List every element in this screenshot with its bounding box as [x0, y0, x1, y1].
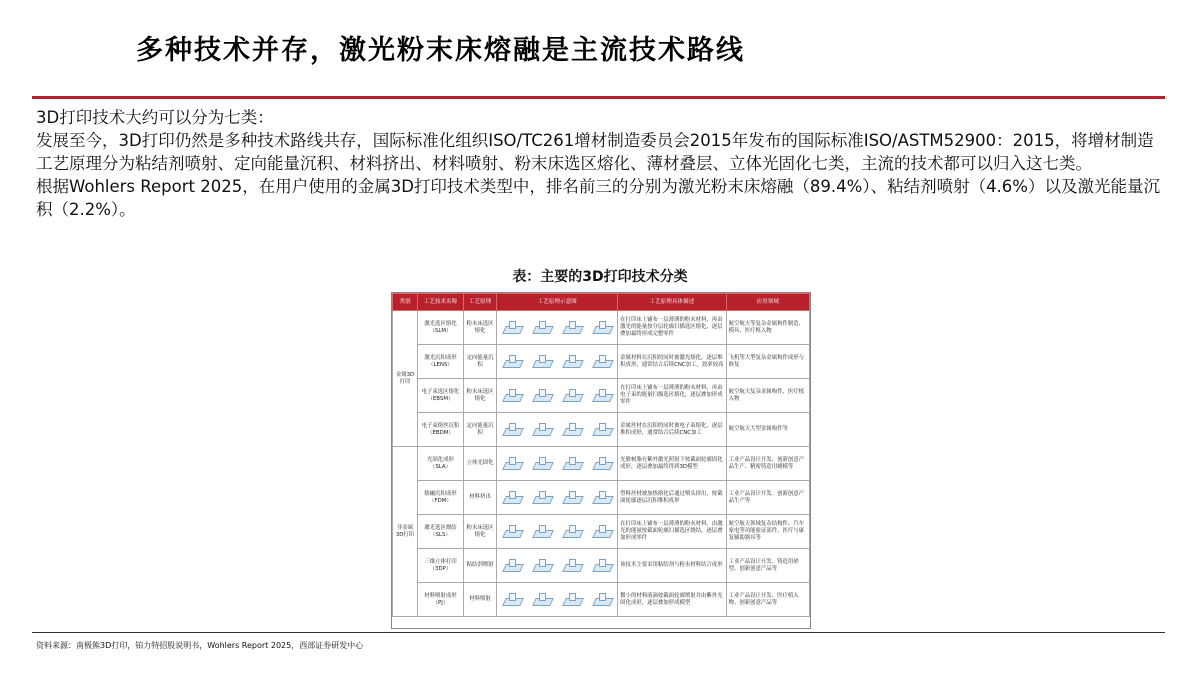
printer-step-icon: [593, 525, 611, 539]
process-name-cell: 熔融沉积成形（FDM）: [418, 481, 464, 515]
process-diagram: [497, 389, 617, 403]
printer-step-icon: [593, 593, 611, 607]
process-diagram: [497, 457, 617, 471]
printer-step-icon: [563, 457, 581, 471]
application-cell: 航空航天领域复杂结构件、汽车家电等功能验证部件、医疗与康复辅助器具等: [726, 515, 809, 549]
process-diagram: [497, 423, 617, 437]
printer-step-icon: [533, 355, 551, 369]
application-cell: 工业产品设计开发、医疗植入物、创新创意产品等: [726, 583, 809, 617]
diagram-cell: [497, 549, 618, 583]
principle-cell: 材料挤出: [463, 481, 496, 515]
description-cell: 塑料丝材被加热熔化后通过喷头挤出，按截面轮廓逐层沉积堆积成形: [618, 481, 726, 515]
table-body: [393, 311, 810, 617]
table-row: [393, 549, 810, 583]
application-cell: 航空航天复杂金属构件、医疗植入物: [726, 379, 809, 413]
diagram-cell: [497, 345, 618, 379]
printer-step-icon: [533, 525, 551, 539]
header-description: 工艺原理具体描述: [618, 294, 726, 311]
paragraph-intro: 3D打印技术大约可以分为七类：: [36, 108, 274, 127]
page-title: 多种技术并存，激光粉末床熔融是主流技术路线: [136, 35, 745, 66]
printer-step-icon: [503, 457, 521, 471]
printer-step-icon: [533, 321, 551, 335]
description-cell: 光敏树脂在紫外激光照射下按截面轮廓固化成形，逐层叠加最终得到3D模型: [618, 447, 726, 481]
header-category: 类别: [393, 294, 418, 311]
printer-step-icon: [563, 491, 581, 505]
printer-step-icon: [563, 525, 581, 539]
principle-cell: 粉末床选区熔化: [463, 379, 496, 413]
printer-step-icon: [593, 355, 611, 369]
printer-step-icon: [503, 491, 521, 505]
table-header-row: [393, 294, 810, 311]
category-cell: 金属3D打印: [393, 311, 418, 447]
printer-step-icon: [593, 389, 611, 403]
technology-table: [391, 292, 811, 629]
table-row: [393, 413, 810, 447]
process-name-cell: 三维立体打印（3DP）: [418, 549, 464, 583]
description-cell: 该技术主要采用粘结剂与粉末材料结合成形: [618, 549, 726, 583]
diagram-cell: [497, 583, 618, 617]
printer-step-icon: [593, 559, 611, 573]
description-cell: 在打印床上铺布一层薄薄的粉末材料，由激光的能量按截面轮廓扫描选区烧结，逐层叠加形成零件: [618, 515, 726, 549]
printer-step-icon: [593, 491, 611, 505]
printer-step-icon: [503, 355, 521, 369]
application-cell: 航空航天大型金属构件等: [726, 413, 809, 447]
table-caption: 表：主要的3D打印技术分类: [512, 269, 688, 285]
printer-step-icon: [563, 355, 581, 369]
title-divider: [32, 96, 1165, 99]
printer-step-icon: [593, 457, 611, 471]
application-cell: 航空航天等复杂金属构件制造、模具、医疗植入物: [726, 311, 809, 345]
principle-cell: 定向能量沉积: [463, 413, 496, 447]
header-application: 应用领域: [726, 294, 809, 311]
diagram-cell: [497, 311, 618, 345]
table-row: [393, 583, 810, 617]
process-diagram: [497, 321, 617, 335]
principle-cell: 粉末床选区熔化: [463, 515, 496, 549]
process-diagram: [497, 559, 617, 573]
process-name-cell: 激光沉积成形（LENS）: [418, 345, 464, 379]
printer-step-icon: [563, 321, 581, 335]
diagram-cell: [497, 515, 618, 549]
body-text: [36, 106, 1161, 221]
table-row: [393, 311, 810, 345]
diagram-cell: [497, 413, 618, 447]
description-cell: 在打印床上铺布一层薄薄的粉末材料，再由激光的能量按分层轮廓扫描选区熔化，逐层叠加最终形成完整零件: [618, 311, 726, 345]
description-cell: 在打印床上铺布一层薄薄的粉末材料，再由电子束的能量扫描选区熔化，逐层叠加形成零件: [618, 379, 726, 413]
diagram-cell: [497, 481, 618, 515]
process-diagram: [497, 593, 617, 607]
printer-step-icon: [563, 559, 581, 573]
principle-cell: 粘结剂喷射: [463, 549, 496, 583]
category-cell: 非金属3D打印: [393, 447, 418, 617]
paragraph-ranking: 根据Wohlers Report 2025，在用户使用的金属3D打印技术类型中，排名前三的分别为激光粉末床熔融（89.4%）、粘结剂喷射（4.6%）以及激光能量沉积（2.2%）。: [36, 177, 1160, 219]
process-name-cell: 激光选区熔化（SLM）: [418, 311, 464, 345]
process-diagram: [497, 491, 617, 505]
source-note: 资料来源：南极熊3D打印，铂力特招股说明书，Wohlers Report 2025，西部证券研发中心: [36, 641, 364, 650]
application-cell: 工业产品设计开发、铸造用砂型、创新创意产品等: [726, 549, 809, 583]
process-diagram: [497, 525, 617, 539]
header-process-name: 工艺技术名称: [418, 294, 464, 311]
description-cell: 金属丝材在沉积的同时被电子束熔化，逐层堆积成形，通常结合后续CNC加工: [618, 413, 726, 447]
principle-cell: 立体光固化: [463, 447, 496, 481]
description-cell: 金属材料在沉积的同时被激光熔化，逐层堆积成形，通常结合后续CNC加工，效率较高: [618, 345, 726, 379]
printer-step-icon: [533, 457, 551, 471]
process-name-cell: 光固化成形（SLA）: [418, 447, 464, 481]
principle-cell: 材料喷射: [463, 583, 496, 617]
process-name-cell: 材料喷射成形（PJ）: [418, 583, 464, 617]
application-cell: 工业产品设计开发、创新创意产品生产、精密铸造用蜡模等: [726, 447, 809, 481]
printer-step-icon: [533, 491, 551, 505]
printer-step-icon: [533, 559, 551, 573]
paragraph-standard: 发展至今，3D打印仍然是多种技术路线共存，国际标准化组织ISO/TC261增材制造委员会2015年发布的国际标准ISO/ASTM52900：2015，将增材制造工艺原理分为粘结剂喷射、定向能量沉积、材料挤出、材料喷射、粉末床选区熔化、薄材叠层、立体光固化七类，主流的技术都可以归入这七类。: [36, 131, 1154, 173]
printer-step-icon: [593, 321, 611, 335]
header-principle: 工艺原理: [463, 294, 496, 311]
printer-step-icon: [503, 389, 521, 403]
printer-step-icon: [503, 321, 521, 335]
diagram-cell: [497, 379, 618, 413]
application-cell: 飞机等大型复杂金属构件成形与修复: [726, 345, 809, 379]
footer-divider: [32, 632, 1165, 633]
table-row: [393, 447, 810, 481]
table-row: [393, 515, 810, 549]
principle-cell: 粉末床选区熔化: [463, 311, 496, 345]
process-name-cell: 激光选区烧结（SLS）: [418, 515, 464, 549]
table-row: [393, 481, 810, 515]
table-row: [393, 345, 810, 379]
printer-step-icon: [533, 389, 551, 403]
application-cell: 工业产品设计开发、创新创意产品生产等: [726, 481, 809, 515]
printer-step-icon: [503, 423, 521, 437]
diagram-cell: [497, 447, 618, 481]
printer-step-icon: [503, 593, 521, 607]
printer-step-icon: [533, 423, 551, 437]
process-diagram: [497, 355, 617, 369]
printer-step-icon: [563, 389, 581, 403]
printer-step-icon: [533, 593, 551, 607]
process-name-cell: 电子束熔丝沉积（EBDM）: [418, 413, 464, 447]
printer-step-icon: [593, 423, 611, 437]
header-diagram: 工艺原理示意图: [497, 294, 618, 311]
printer-step-icon: [563, 423, 581, 437]
process-name-cell: 电子束选区熔化（EBSM）: [418, 379, 464, 413]
printer-step-icon: [503, 559, 521, 573]
table-row: [393, 379, 810, 413]
printer-step-icon: [563, 593, 581, 607]
description-cell: 微小的材料液滴按截面轮廓喷射并由紫外光固化成形，逐层叠加形成模型: [618, 583, 726, 617]
principle-cell: 定向能量沉积: [463, 345, 496, 379]
printer-step-icon: [503, 525, 521, 539]
